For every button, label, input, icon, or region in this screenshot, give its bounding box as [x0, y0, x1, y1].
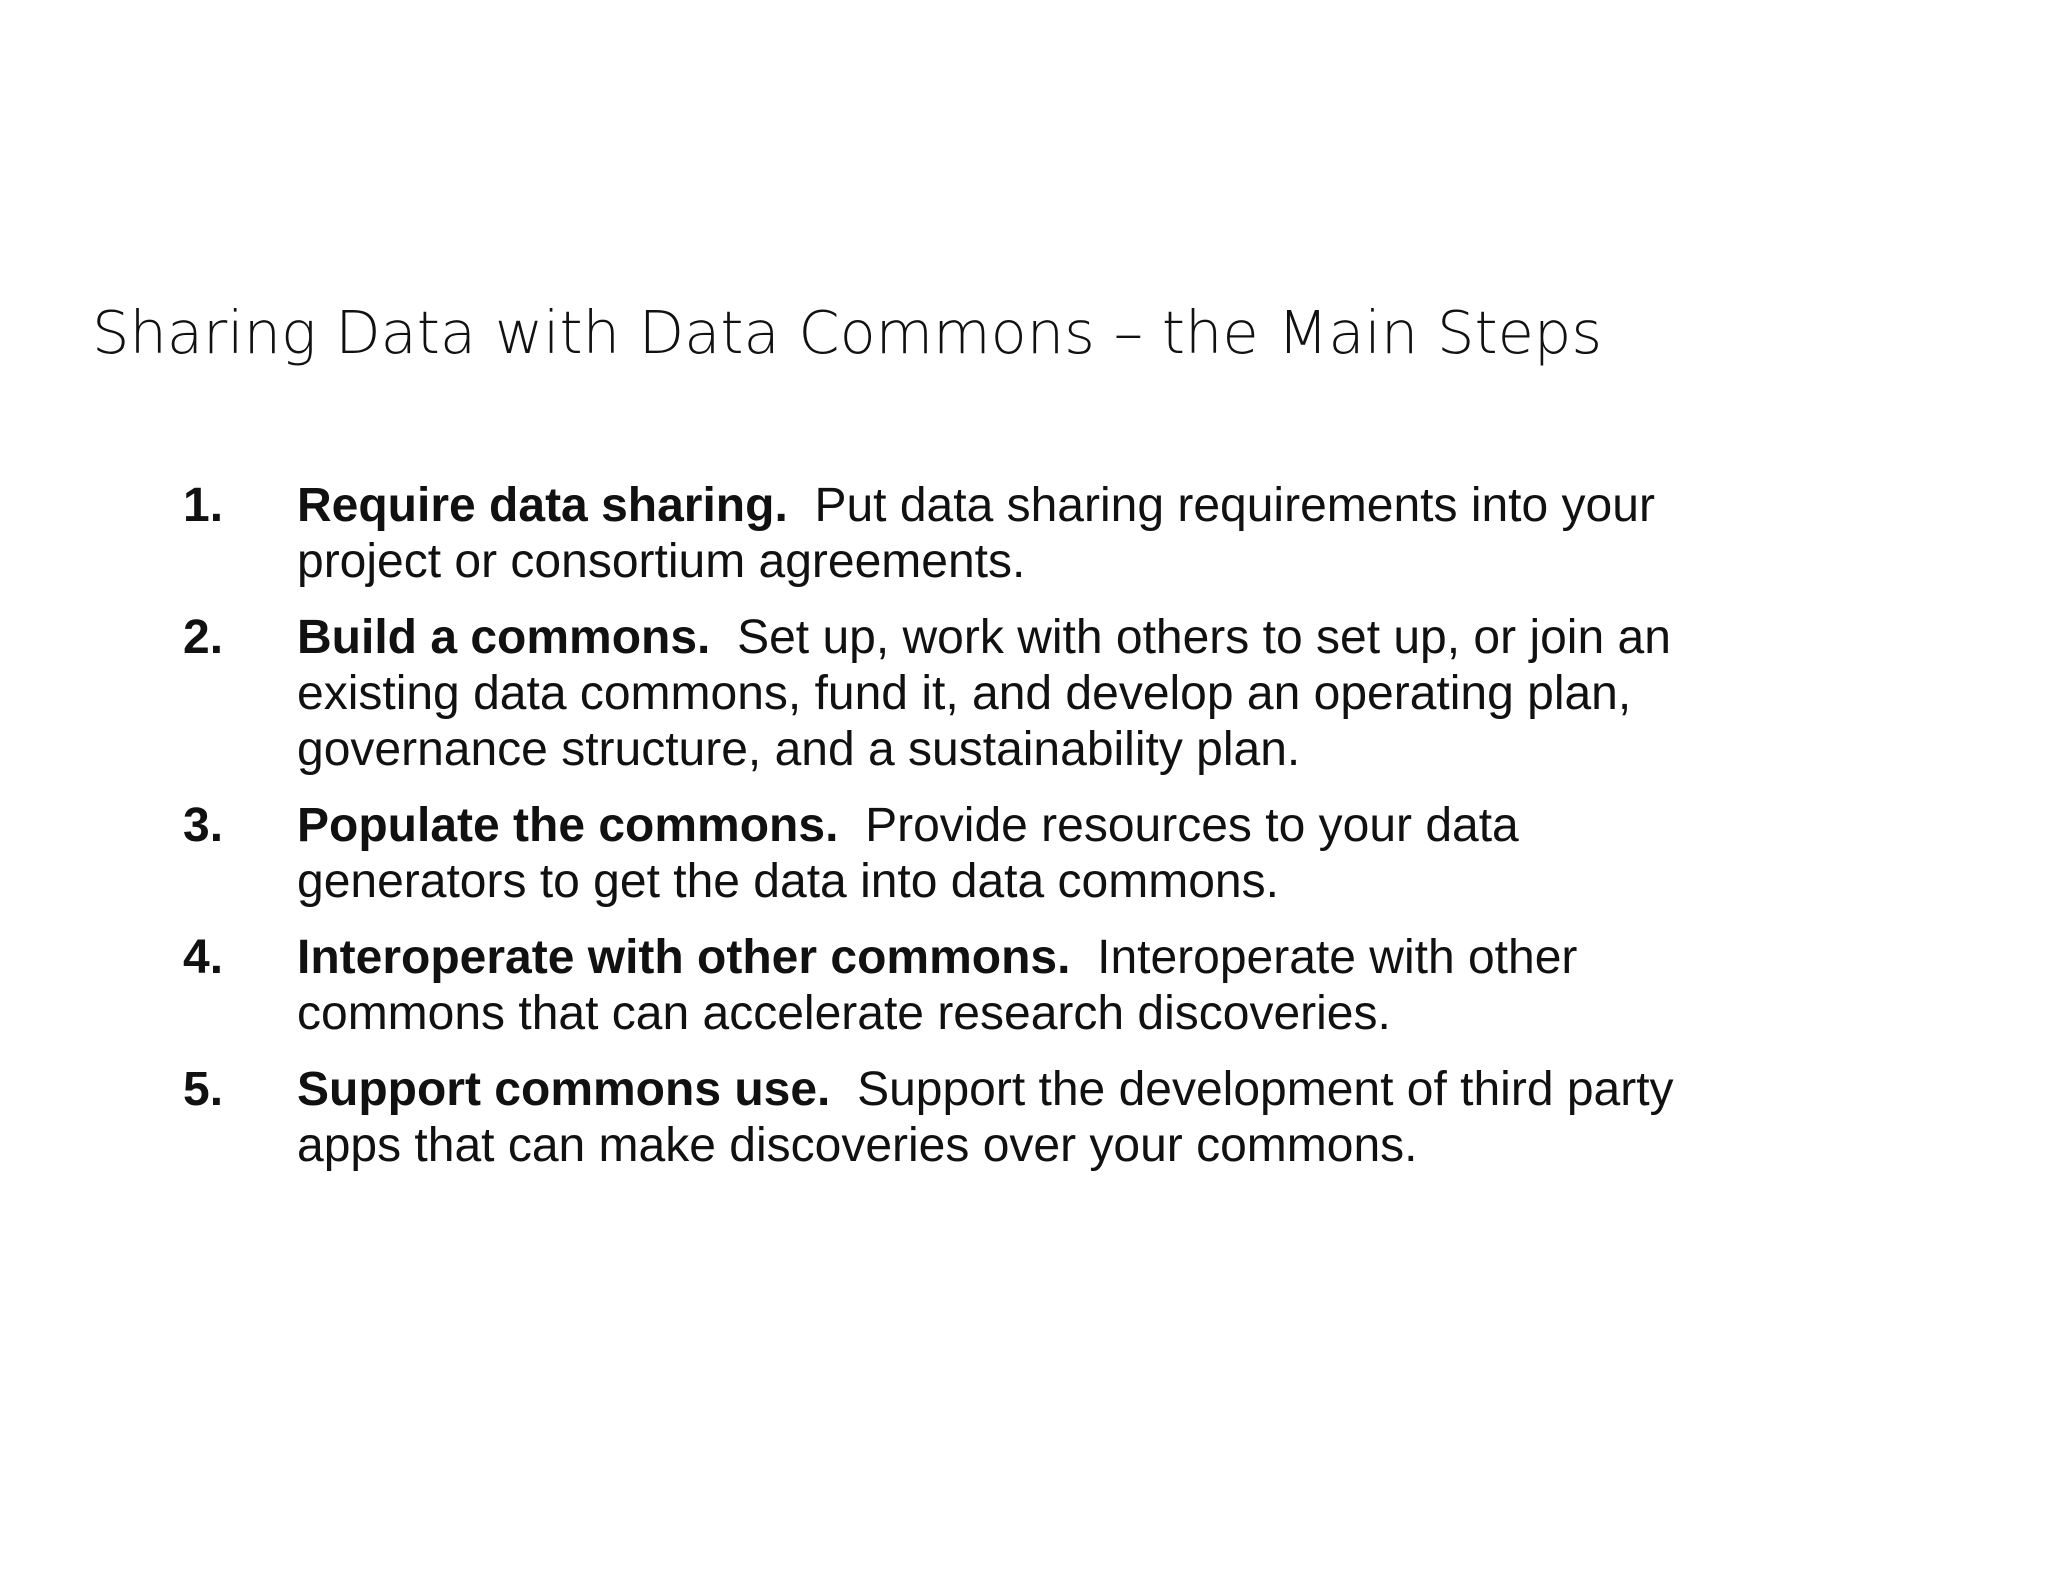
step-text: Support the development of third party: [857, 1063, 1674, 1116]
step-first-line: [297, 1062, 1883, 1118]
step-number: 5.: [183, 1063, 224, 1116]
step-item: [183, 930, 1883, 1042]
step-first-line: [297, 610, 1883, 666]
step-first-line: [297, 798, 1883, 854]
step-heading: Support commons use.: [297, 1063, 831, 1116]
step-item: [183, 1062, 1883, 1174]
step-item: [183, 610, 1883, 778]
step-text: apps that can make discoveries over your commons.: [297, 1119, 1418, 1172]
step-heading: Build a commons.: [297, 611, 711, 664]
step-number: 1.: [183, 479, 224, 532]
step-heading: Require data sharing.: [297, 479, 788, 532]
step-heading: Populate the commons.: [297, 799, 839, 852]
step-text: commons that can accelerate research discoveries.: [297, 987, 1391, 1040]
step-first-line: [297, 478, 1883, 534]
slide-title: Sharing Data with Data Commons – the Main Steps: [92, 298, 1603, 367]
step-text: Set up, work with others to set up, or join an: [737, 611, 1671, 664]
step-number: 3.: [183, 799, 224, 852]
step-text: Provide resources to your data: [865, 799, 1519, 852]
step-heading: Interoperate with other commons.: [297, 931, 1071, 984]
step-first-line: [297, 930, 1883, 986]
step-text: Put data sharing requirements into your: [814, 479, 1655, 532]
step-text: project or consortium agreements.: [297, 535, 1026, 588]
step-text: generators to get the data into data commons.: [297, 855, 1279, 908]
step-text: existing data commons, fund it, and develop an operating plan,: [297, 667, 1632, 720]
step-item: [183, 798, 1883, 910]
step-item: [183, 478, 1883, 590]
step-number: 2.: [183, 611, 224, 664]
step-text: Interoperate with other: [1097, 931, 1578, 984]
step-text: governance structure, and a sustainability plan.: [297, 723, 1301, 776]
step-number: 4.: [183, 931, 224, 984]
steps-list: [183, 478, 1883, 1194]
